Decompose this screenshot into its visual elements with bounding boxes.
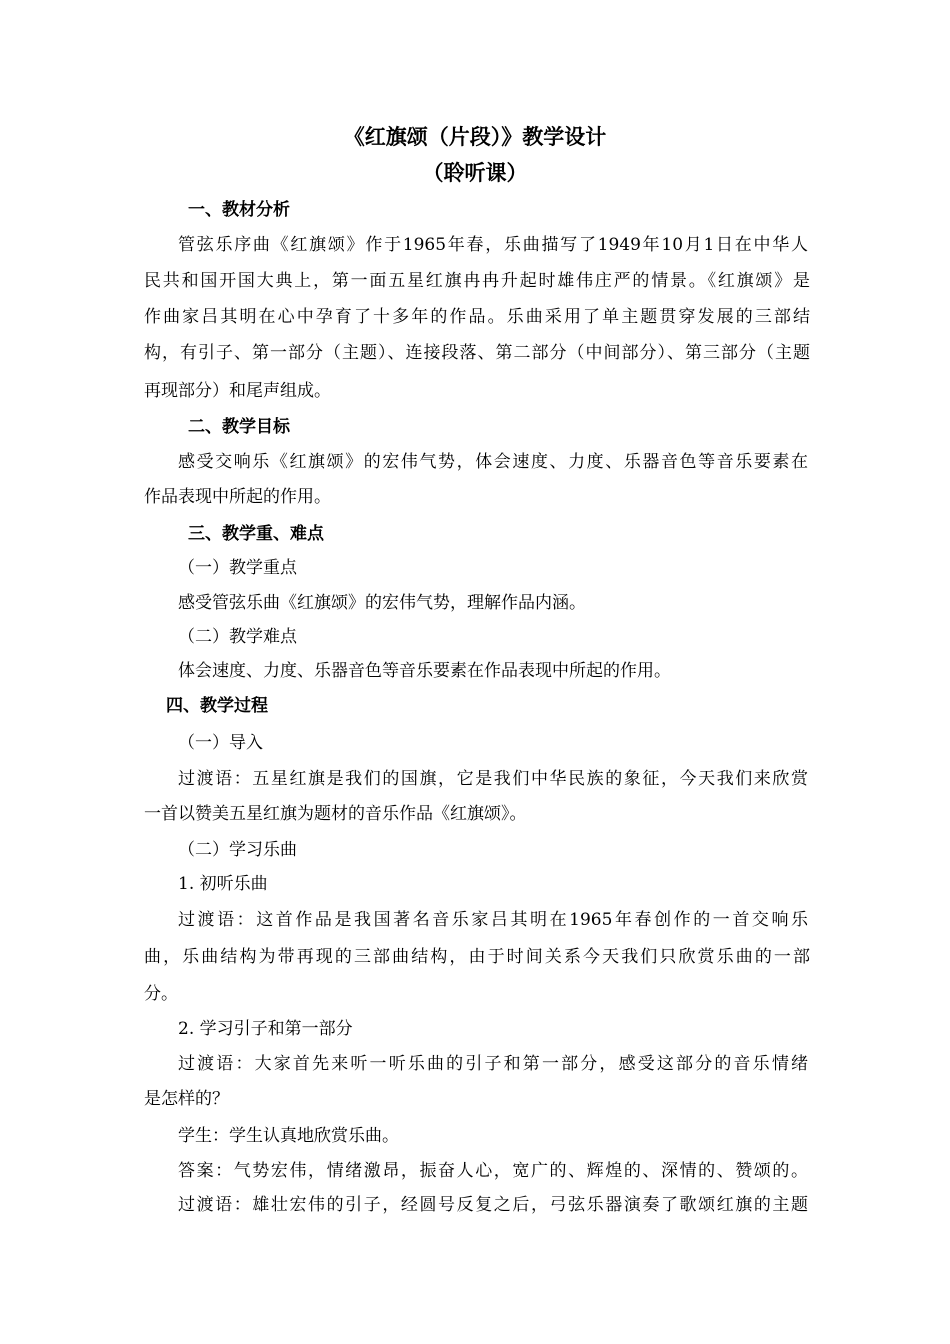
- subsection-heading: （一）教学重点: [178, 558, 297, 578]
- paragraph-line: 曲，乐曲结构为带再现的三部曲结构，由于时间关系今天我们只欣赏乐曲的一部: [144, 947, 810, 967]
- section-heading-4: 四、教学过程: [166, 696, 268, 716]
- subsection-heading: （二）学习乐曲: [178, 840, 297, 860]
- subsection-heading: （一）导入: [178, 733, 263, 753]
- section-heading-2: 二、教学目标: [188, 417, 290, 437]
- document-subtitle: （聆听课）: [422, 160, 528, 185]
- paragraph-line: 作曲家吕其明在心中孕育了十多年的作品。乐曲采用了单主题贯穿发展的三部结: [144, 307, 810, 327]
- paragraph-line: 分。: [144, 984, 178, 1004]
- paragraph-line: 构，有引子、第一部分（主题）、连接段落、第二部分（中间部分）、第三部分（主题: [144, 343, 810, 363]
- numbered-heading: 1. 初听乐曲: [178, 874, 268, 894]
- paragraph-line: 作品表现中所起的作用。: [144, 487, 331, 507]
- paragraph-line: 学生：学生认真地欣赏乐曲。: [178, 1126, 399, 1146]
- document-title: 《红旗颂（片段）》教学设计: [343, 124, 607, 149]
- paragraph-line: 过渡语：大家首先来听一听乐曲的引子和第一部分，感受这部分的音乐情绪: [178, 1054, 808, 1074]
- section-heading-1: 一、教材分析: [188, 200, 290, 220]
- paragraph-line: 过渡语：五星红旗是我们的国旗，它是我们中华民族的象征，今天我们来欣赏: [178, 769, 808, 789]
- paragraph-line: 答案：气势宏伟，情绪激昂，振奋人心，宽广的、辉煌的、深情的、赞颂的。: [178, 1161, 808, 1181]
- paragraph-line: 过渡语：这首作品是我国著名音乐家吕其明在1965年春创作的一首交响乐: [178, 910, 808, 930]
- paragraph-line: 一首以赞美五星红旗为题材的音乐作品《红旗颂》。: [144, 804, 527, 824]
- paragraph-line: 感受管弦乐曲《红旗颂》的宏伟气势，理解作品内涵。: [178, 593, 586, 613]
- numbered-heading: 2. 学习引子和第一部分: [178, 1019, 353, 1039]
- paragraph-line: 民共和国开国大典上，第一面五星红旗冉冉升起时雄伟庄严的情景。《红旗颂》是: [144, 271, 810, 291]
- subsection-heading: （二）教学难点: [178, 627, 297, 647]
- paragraph-line: 感受交响乐《红旗颂》的宏伟气势，体会速度、力度、乐器音色等音乐要素在: [178, 452, 808, 472]
- paragraph-line: 管弦乐序曲《红旗颂》作于1965年春，乐曲描写了1949年10月1日在中华人: [178, 235, 808, 255]
- paragraph-line: 体会速度、力度、乐器音色等音乐要素在作品表现中所起的作用。: [178, 661, 671, 681]
- section-heading-3: 三、教学重、难点: [188, 524, 324, 544]
- paragraph-line: 是怎样的？: [144, 1089, 229, 1109]
- paragraph-line: 过渡语：雄壮宏伟的引子，经圆号反复之后，弓弦乐器演奏了歌颂红旗的主题: [178, 1195, 808, 1215]
- paragraph-line: 再现部分）和尾声组成。: [144, 381, 331, 401]
